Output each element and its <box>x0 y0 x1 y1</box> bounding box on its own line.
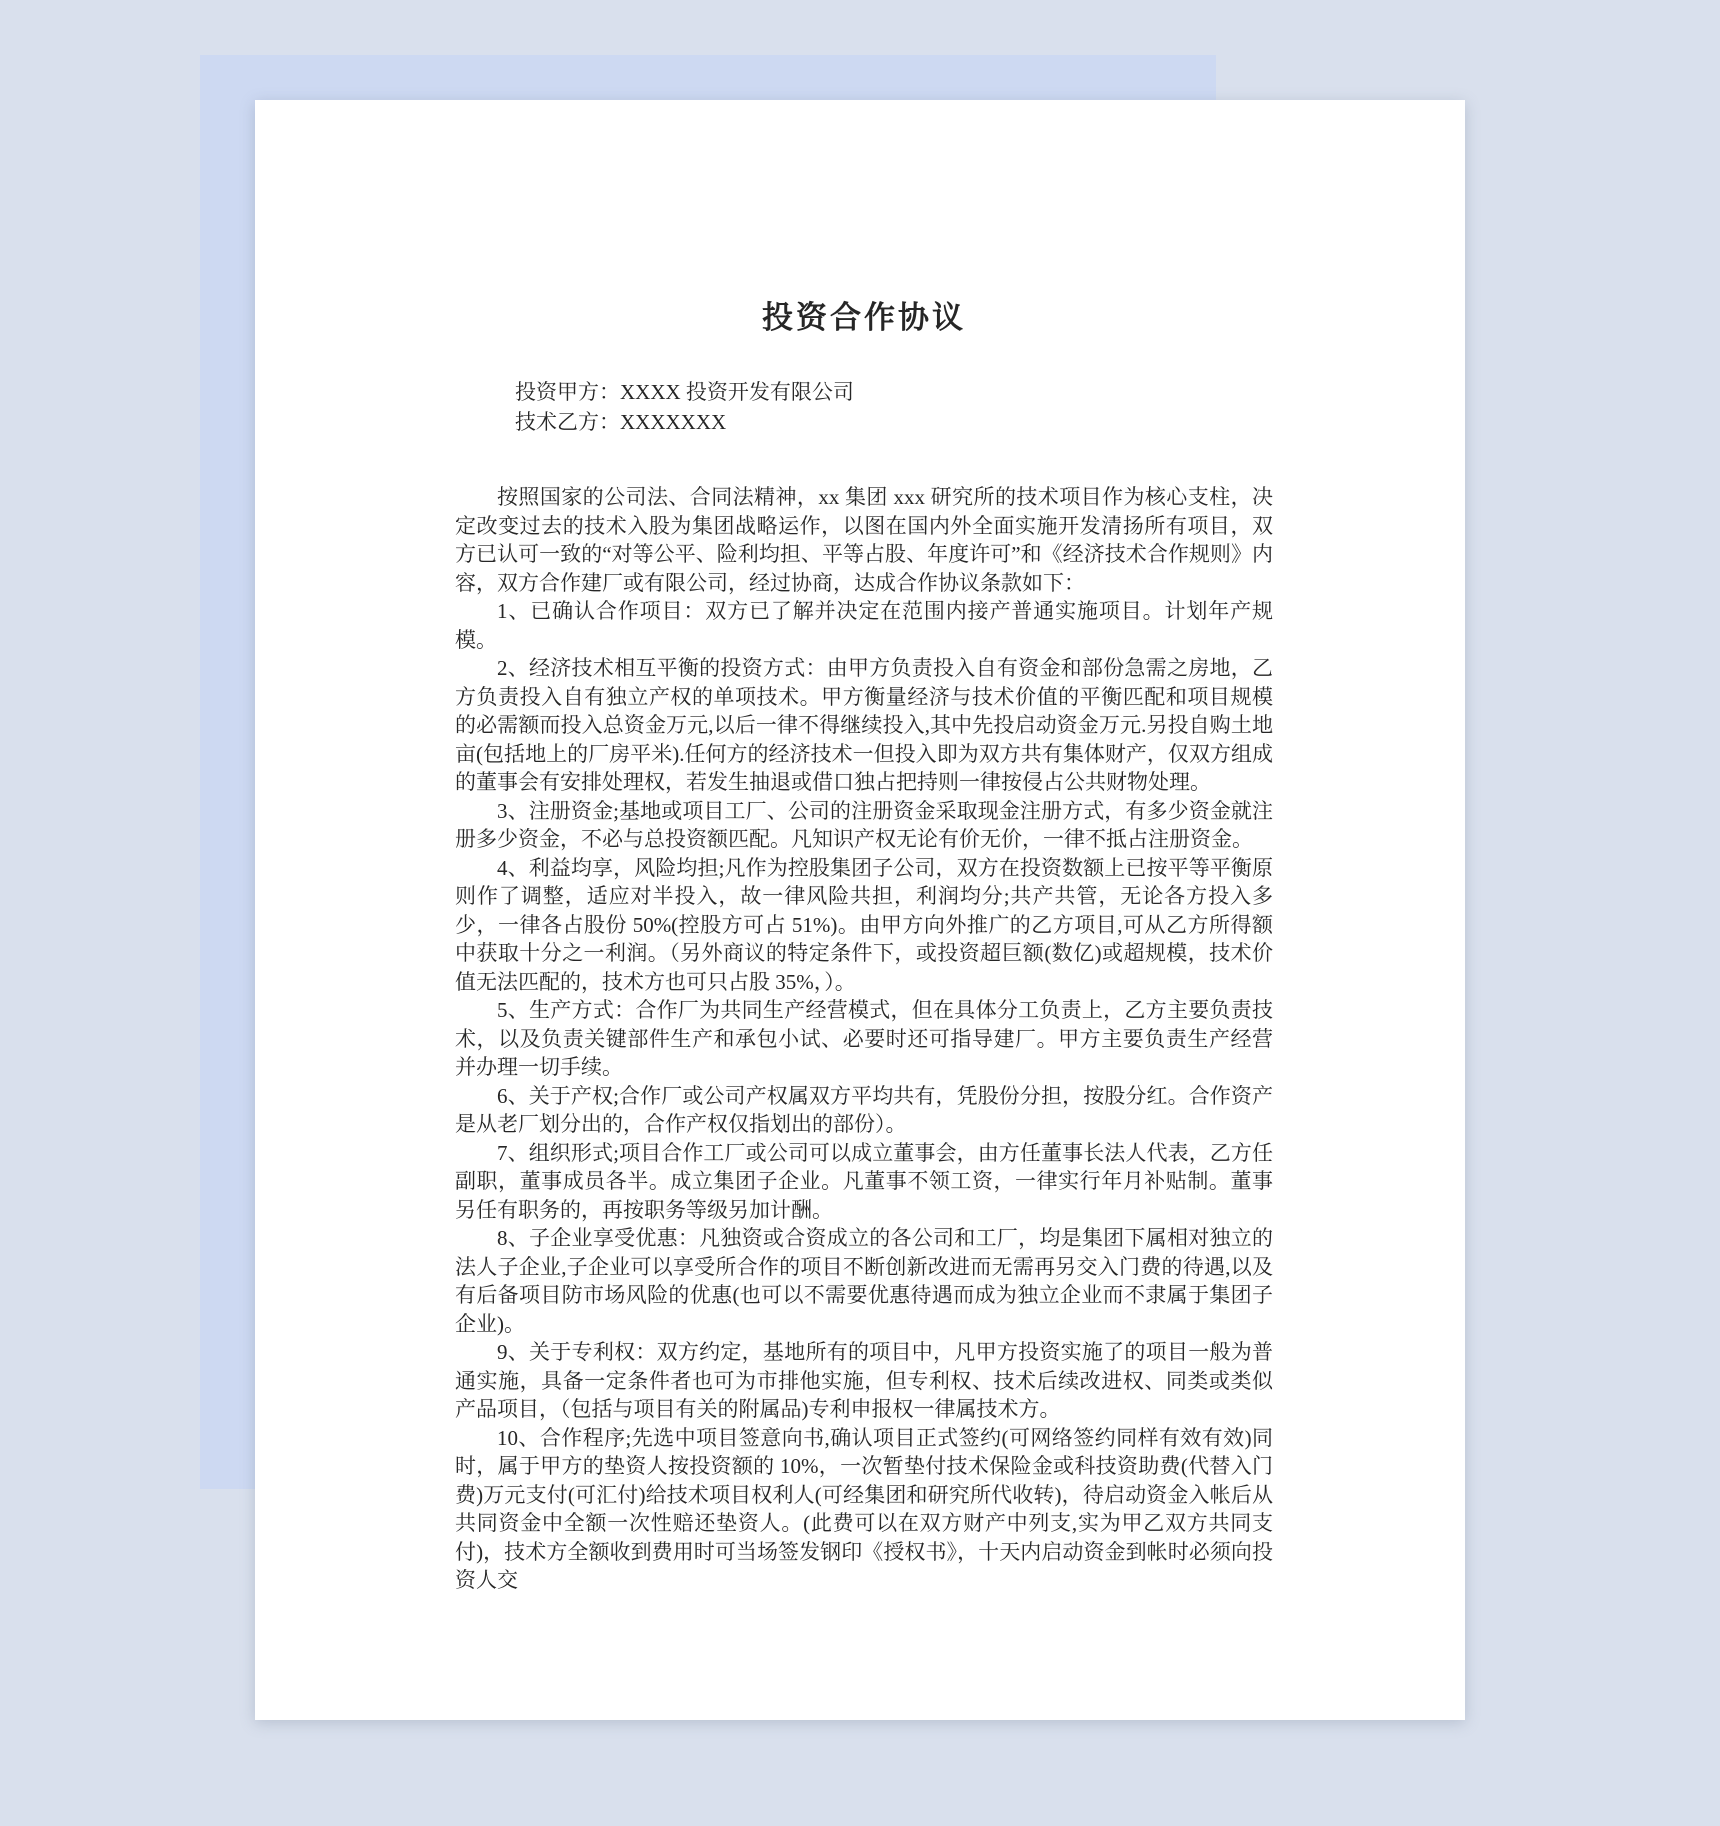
paragraph: 5、生产方式：合作厂为共同生产经营模式，但在具体分工负责上，乙方主要负责技术，以及负责关键部件生产和承包小试、必要时还可指导建厂。甲方主要负责生产经营并办理一切手续。 <box>455 998 1273 1079</box>
paragraph: 按照国家的公司法、合同法精神，xx 集团 xxx 研究所的技术项目作为核心支柱，决定改变过去的技术入股为集团战略运作，以图在国内外全面实施开发清扬所有项目，双方已认可一致的“对等公平、险利均担、平等占股、年度许可”和《经济技术合作规则》内容，双方合作建厂或有限公司，经过协商，达成合作协议条款如下： <box>455 485 1273 595</box>
paragraph: 9、关于专利权：双方约定，基地所有的项目中，凡甲方投资实施了的项目一般为普通实施，具备一定条件者也可为市排他实施，但专利权、技术后续改进权、同类或类似产品项目，（包括与项目有关的附属品)专利申报权一律属技术方。 <box>455 1340 1273 1421</box>
paragraph: 2、经济技术相互平衡的投资方式：由甲方负责投入自有资金和部份急需之房地，乙方负责投入自有独立产权的单项技术。甲方衡量经济与技术价值的平衡匹配和项目规模的必需额而投入总资金万元,以后一律不得继续投入,其中先投启动资金万元.另投自购土地亩(包括地上的厂房平米).任何方的经济技术一但投入即为双方共有集体财产，仅双方组成的董事会有安排处理权，若发生抽退或借口独占把持则一律按侵占公共财物处理。 <box>455 656 1273 794</box>
party-block <box>515 377 1273 437</box>
party-b-line: 技术乙方：XXXXXXX <box>515 410 727 434</box>
document-page <box>255 100 1465 1720</box>
document-title: 投资合作协议 <box>762 300 966 335</box>
paragraph: 3、注册资金;基地或项目工厂、公司的注册资金采取现金注册方式，有多少资金就注册多少资金，不必与总投资额匹配。凡知识产权无论有价无价，一律不抵占注册资金。 <box>455 798 1273 851</box>
paragraph: 4、利益均享，风险均担;凡作为控股集团子公司，双方在投资数额上已按平等平衡原则作了调整，适应对半投入，故一律风险共担，利润均分;共产共管，无论各方投入多少，一律各占股份 50%(控股方可占 51%)。由甲方向外推广的乙方项目,可从乙方所得额中获取十分之一利润。（另外商议的特定条件下，或投资超巨额(数亿)或超规模，技术价值无法匹配的，技术方也可只占股 35%，）。 <box>455 855 1273 994</box>
paragraph: 8、子企业享受优惠：凡独资或合资成立的各公司和工厂，均是集团下属相对独立的法人子企业,子企业可以享受所合作的项目不断创新改进而无需再另交入门费的待遇,以及有后备项目防市场风险的优惠(也可以不需要优惠待遇而成为独立企业而不隶属于集团子企业)。 <box>455 1226 1273 1336</box>
paragraph: 7、组织形式;项目合作工厂或公司可以成立董事会，由方任董事长法人代表，乙方任副职，董事成员各半。成立集团子企业。凡董事不领工资，一律实行年月补贴制。董事另任有职务的，再按职务等级另加计酬。 <box>455 1140 1273 1222</box>
paragraph: 10、合作程序;先选中项目签意向书,确认项目正式签约(可网络签约同样有效有效)同时，属于甲方的垫资人按投资额的 10%，一次暂垫付技术保险金或科技资助费(代替入门费)万元支付(可汇付)给技术项目权利人(可经集团和研究所代收转)，待启动资金入帐后从共同资金中全额一次性赔还垫资人。(此费可以在双方财产中列支,实为甲乙双方共同支付)，技术方全额收到费用时可当场签发钢印《授权书》，十天内启动资金到帐时必须向投资人交 <box>455 1425 1273 1592</box>
party-a-line: 投资甲方：XXXX 投资开发有限公司 <box>515 380 854 404</box>
paragraph: 1、已确认合作项目：双方已了解并决定在范围内接产普通实施项目。计划年产规模。 <box>455 599 1273 652</box>
paragraph: 6、关于产权;合作厂或公司产权属双方平均共有，凭股份分担，按股分红。合作资产是从老厂划分出的，合作产权仅指划出的部份）。 <box>455 1083 1273 1136</box>
document-body <box>455 483 1273 1595</box>
